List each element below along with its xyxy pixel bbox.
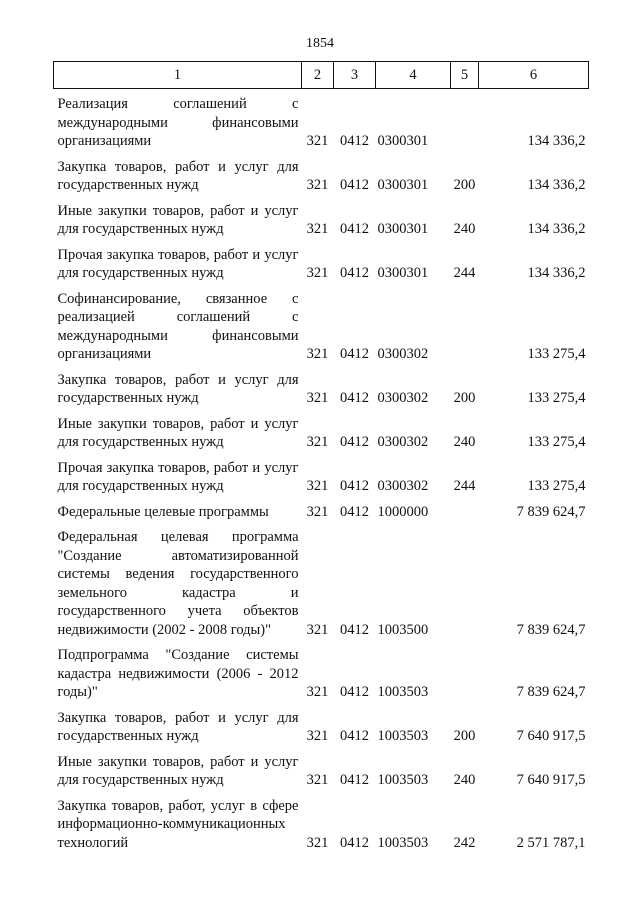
row-col-4: 1003503 xyxy=(377,772,429,788)
row-col-2: 321 xyxy=(306,133,329,149)
row-name: Закупка товаров, работ и услуг для государственных нужд xyxy=(57,709,299,744)
row-col-2: 321 xyxy=(306,434,329,450)
row-col-3: 0412 xyxy=(340,265,369,281)
row-col-5: 242 xyxy=(453,834,476,851)
row-name: Подпрограмма "Создание системы кадастра недвижимости (2006 - 2012 годы)" xyxy=(57,647,299,700)
row-col-3: 0412 xyxy=(340,177,369,193)
row-col-6: 7 640 917,5 xyxy=(516,772,586,788)
table-row xyxy=(54,497,589,523)
row-col-2: 321 xyxy=(306,728,329,744)
row-name: Софинансирование, связанное с реализацией соглашений с международными финансовыми организациями xyxy=(57,290,299,362)
row-col-2: 321 xyxy=(306,478,329,494)
row-col-3: 0412 xyxy=(340,834,369,851)
table-row xyxy=(54,196,589,240)
row-col-3: 0412 xyxy=(340,346,369,362)
row-col-2: 321 xyxy=(306,390,329,406)
header-col-5: 5 xyxy=(451,62,479,89)
row-col-3: 0412 xyxy=(340,503,369,520)
table-body xyxy=(54,89,589,854)
row-name: Закупка товаров, работ, услуг в сфере информационно-коммуникационных технологий xyxy=(57,797,299,851)
table-row xyxy=(54,453,589,497)
row-col-4: 1003503 xyxy=(377,684,429,700)
row-col-5 xyxy=(451,284,479,365)
row-name: Прочая закупка товаров, работ и услуг для государственных нужд xyxy=(57,459,299,494)
row-col-6: 133 275,4 xyxy=(527,478,586,494)
row-col-6: 7 839 624,7 xyxy=(516,684,586,700)
row-col-2: 321 xyxy=(306,684,329,700)
header-col-6: 6 xyxy=(479,62,589,89)
row-col-2: 321 xyxy=(306,772,329,788)
row-col-2: 321 xyxy=(306,834,329,851)
row-col-2: 321 xyxy=(306,177,329,193)
row-col-5: 240 xyxy=(453,772,476,788)
row-col-4: 0300302 xyxy=(377,478,429,494)
row-name: Федеральная целевая программа "Создание автоматизированной системы ведения государственного земельного кадастра и государственного учета объектов недвижимости (2002 - 2008 годы)" xyxy=(57,529,299,638)
row-col-6: 134 336,2 xyxy=(527,133,586,149)
row-col-4: 1003500 xyxy=(377,621,429,638)
row-col-5 xyxy=(451,522,479,640)
row-col-2: 321 xyxy=(306,265,329,281)
budget-table xyxy=(53,61,589,853)
table-row xyxy=(54,89,589,152)
row-col-6: 2 571 787,1 xyxy=(516,834,586,851)
row-col-3: 0412 xyxy=(340,772,369,788)
row-name: Реализация соглашений с международными финансовыми организациями xyxy=(57,96,299,149)
row-col-2: 321 xyxy=(306,346,329,362)
row-name: Иные закупки товаров, работ и услуг для государственных нужд xyxy=(57,753,299,788)
row-col-5: 200 xyxy=(453,390,476,406)
row-col-4: 0300301 xyxy=(377,177,429,193)
row-col-4: 0300302 xyxy=(377,346,429,362)
row-col-6: 7 839 624,7 xyxy=(516,503,586,520)
row-col-3: 0412 xyxy=(340,478,369,494)
row-name: Иные закупки товаров, работ и услуг для государственных нужд xyxy=(57,202,299,237)
row-col-6: 133 275,4 xyxy=(527,434,586,450)
row-col-6: 134 336,2 xyxy=(527,265,586,281)
row-name: Закупка товаров, работ и услуг для государственных нужд xyxy=(57,158,299,193)
row-name: Иные закупки товаров, работ и услуг для государственных нужд xyxy=(57,415,299,450)
row-col-5: 244 xyxy=(453,265,476,281)
row-col-6: 134 336,2 xyxy=(527,221,586,237)
row-col-5: 200 xyxy=(453,728,476,744)
row-col-4: 1003503 xyxy=(377,728,429,744)
row-col-6: 7 839 624,7 xyxy=(516,621,586,638)
row-col-6: 133 275,4 xyxy=(527,390,586,406)
row-col-3: 0412 xyxy=(340,621,369,638)
row-col-2: 321 xyxy=(306,503,329,520)
table-row xyxy=(54,152,589,196)
table-row xyxy=(54,791,589,854)
row-col-4: 1003503 xyxy=(377,834,429,851)
table-header xyxy=(54,62,589,89)
row-col-5 xyxy=(451,89,479,152)
row-col-2: 321 xyxy=(306,221,329,237)
table-row xyxy=(54,240,589,284)
table-row xyxy=(54,640,589,703)
row-col-6: 133 275,4 xyxy=(527,346,586,362)
header-col-3: 3 xyxy=(334,62,376,89)
row-col-3: 0412 xyxy=(340,221,369,237)
row-col-4: 0300301 xyxy=(377,221,429,237)
row-col-5 xyxy=(451,497,479,523)
table-row xyxy=(54,522,589,640)
table-row xyxy=(54,409,589,453)
row-col-5: 244 xyxy=(453,478,476,494)
row-col-2: 321 xyxy=(306,621,329,638)
table-row xyxy=(54,747,589,791)
header-col-2: 2 xyxy=(302,62,334,89)
row-col-4: 0300301 xyxy=(377,265,429,281)
table-row xyxy=(54,284,589,365)
row-col-3: 0412 xyxy=(340,684,369,700)
row-col-3: 0412 xyxy=(340,434,369,450)
header-col-1: 1 xyxy=(54,62,302,89)
row-col-3: 0412 xyxy=(340,133,369,149)
row-col-4: 1000000 xyxy=(377,503,429,520)
table-row xyxy=(54,703,589,747)
table-row xyxy=(54,365,589,409)
header-col-4: 4 xyxy=(376,62,451,89)
row-col-4: 0300302 xyxy=(377,434,429,450)
row-col-5: 240 xyxy=(453,221,476,237)
row-col-6: 7 640 917,5 xyxy=(516,728,586,744)
page-number: 1854 xyxy=(306,36,334,51)
row-col-3: 0412 xyxy=(340,390,369,406)
row-col-4: 0300302 xyxy=(377,390,429,406)
row-col-5 xyxy=(451,640,479,703)
row-col-5: 240 xyxy=(453,434,476,450)
row-col-3: 0412 xyxy=(340,728,369,744)
row-col-4: 0300301 xyxy=(377,133,429,149)
row-name: Прочая закупка товаров, работ и услуг для государственных нужд xyxy=(57,246,299,281)
row-name: Закупка товаров, работ и услуг для государственных нужд xyxy=(57,371,299,406)
row-col-6: 134 336,2 xyxy=(527,177,586,193)
row-col-5: 200 xyxy=(453,177,476,193)
row-name: Федеральные целевые программы xyxy=(57,503,269,520)
header-row xyxy=(54,62,589,89)
